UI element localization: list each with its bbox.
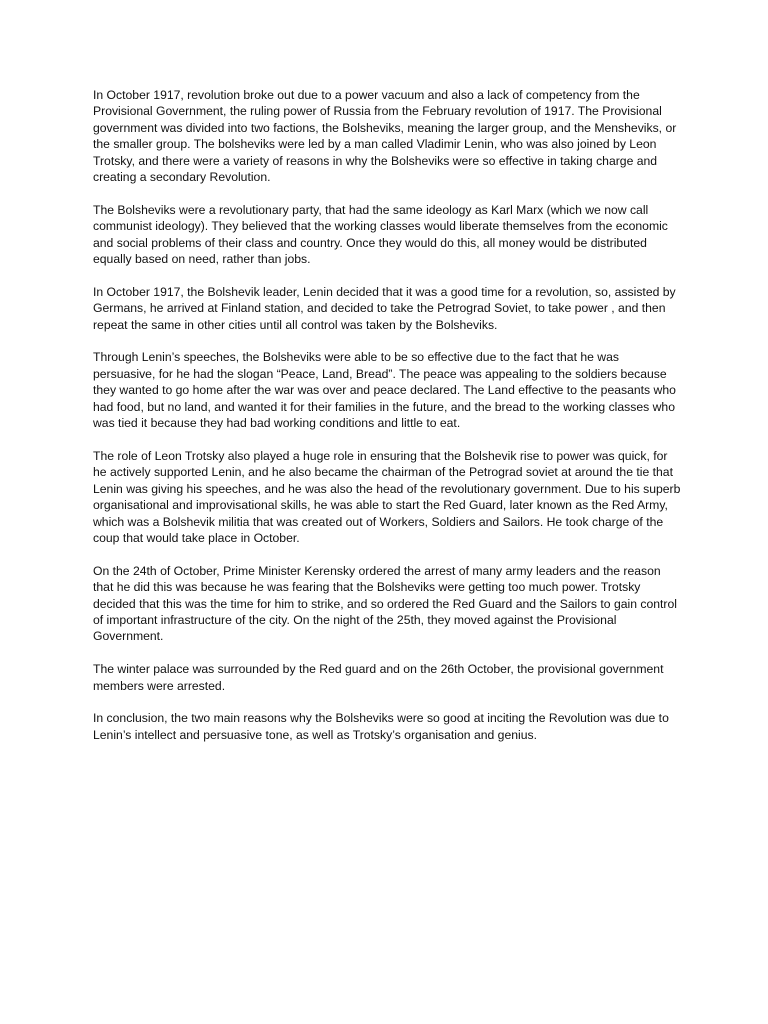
paragraph-october-events: On the 24th of October, Prime Minister Kerensky ordered the arrest of many army leaders and the reason that he did this was because he was fearing that the Bolsheviks were getting too much power. Trotsky decided that this was the time for him to strike, and so ordered the Red Guard and the Sailors to gain control of important infrastructure of the city. On the night of the 25th, they moved against the Provisional Government. xyxy=(93,563,677,644)
paragraph-winter-palace: The winter palace was surrounded by the Red guard and on the 26th October, the provisional government members were arrested. xyxy=(93,662,664,693)
paragraph-conclusion: In conclusion, the two main reasons why the Bolsheviks were so good at inciting the Revolution was due to Lenin’s intellect and persuasive tone, as well as Trotsky’s organisation and genius. xyxy=(93,711,669,742)
document-body xyxy=(93,87,681,743)
paragraph-lenin-speeches: Through Lenin’s speeches, the Bolsheviks were able to be so effective due to the fact that he was persuasive, for he had the slogan “Peace, Land, Bread”. The peace was appealing to the soldiers because they wanted to go home after the war was over and peace declared. The Land effective to the peasants who had food, but no land, and wanted it for their families in the future, and the bread to the working classes who was tied it because they had bad working conditions and little to eat. xyxy=(93,350,676,431)
paragraph-intro: In October 1917, revolution broke out due to a power vacuum and also a lack of competency from the Provisional Government, the ruling power of Russia from the February revolution of 1917. The Provisional government was divided into two factions, the Bolsheviks, meaning the larger group, and the Mensheviks, or the smaller group. The bolsheviks were led by a man called Vladimir Lenin, who was also joined by Leon Trotsky, and there were a variety of reasons in why the Bolsheviks were so effective in taking charge and creating a secondary Revolution. xyxy=(93,88,677,185)
paragraph-bolshevik-ideology: The Bolsheviks were a revolutionary party, that had the same ideology as Karl Marx (which we now call communist ideology). They believed that the working classes would liberate themselves from the economic and social problems of their class and country. Once they would do this, all money would be distributed equally based on need, rather than jobs. xyxy=(93,202,668,267)
paragraph-lenin-arrival: In October 1917, the Bolshevik leader, Lenin decided that it was a good time for a revolution, so, assisted by Germans, he arrived at Finland station, and decided to take the Petrograd Soviet, to take power , and then repeat the same in other cities until all control was taken by the Bolsheviks. xyxy=(93,284,676,332)
paragraph-trotsky-role: The role of Leon Trotsky also played a huge role in ensuring that the Bolshevik rise to power was quick, for he actively supported Lenin, and he also became the chairman of the Petrograd soviet at around the tie that Lenin was giving his speeches, and he was also the head of the revolutionary government. Due to his superb organisational and improvisational skills, he was able to start the Red Guard, later known as the Red Army, which was a Bolshevik militia that was created out of Workers, Soldiers and Sailors. He took charge of the coup that would take place in October. xyxy=(93,448,681,545)
